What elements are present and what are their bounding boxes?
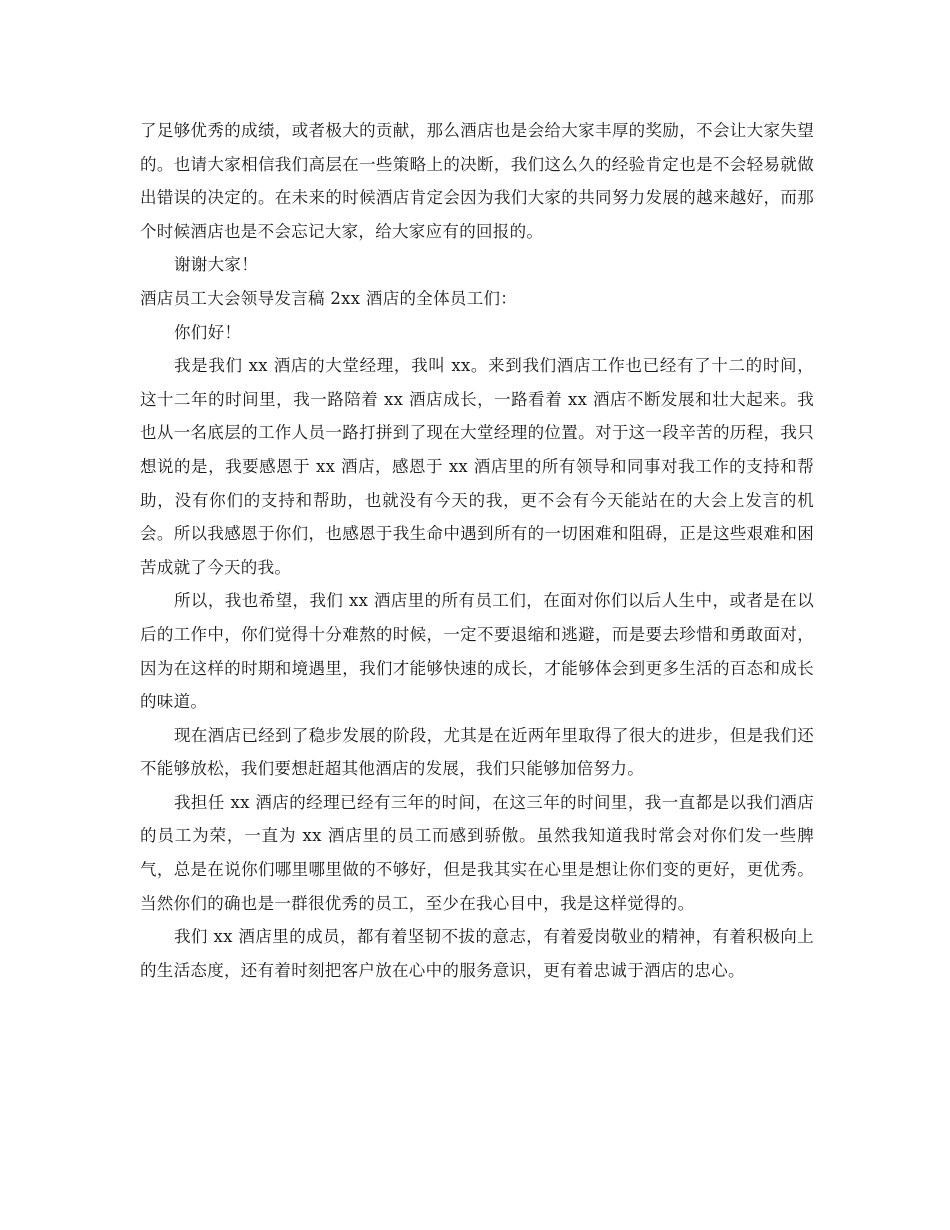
paragraph: 现在酒店已经到了稳步发展的阶段，尤其是在近两年里取得了很大的进步，但是我们还不能够放松，我们要想赶超其他酒店的发展，我们只能够加倍努力。 <box>140 725 814 779</box>
paragraph: 我是我们 xx 酒店的大堂经理，我叫 xx。来到我们酒店工作也已经有了十二的时间，这十二年的时间里，我一路陪着 xx 酒店成长，一路看着 xx 酒店不断发展和壮大起来。我也从一名底层的工作人员一路打拼到了现在大堂经理的位置。对于这一段辛苦的历程，我只想说的是，我要感恩于 xx 酒店，感恩于 xx 酒店里的所有领导和同事对我工作的支持和帮助，没有你们的支持和帮助，也就没有今天的我，更不会有今天能站在的大会上发言的机会。所以我感恩于你们，也感恩于我生命中遇到所有的一切困难和阻碍，正是这些艰难和困苦成就了今天的我。 <box>140 356 814 577</box>
paragraph: 所以，我也希望，我们 xx 酒店里的所有员工们，在面对你们以后人生中，或者是在以后的工作中，你们觉得十分难熬的时候，一定不要退缩和逃避，而是要去珍惜和勇敢面对，因为在这样的时期和境遇里，我们才能够快速的成长，才能够体会到更多生活的百态和成长的味道。 <box>140 591 814 712</box>
paragraph: 了足够优秀的成绩，或者极大的贡献，那么酒店也是会给大家丰厚的奖励，不会让大家失望的。也请大家相信我们高层在一些策略上的决断，我们这么久的经验肯定也是不会轻易就做出错误的决定的。在未来的时候酒店肯定会因为我们大家的共同努力发展的越来越好，而那个时候酒店也是不会忘记大家，给大家应有的回报的。 <box>140 121 814 241</box>
paragraph: 我担任 xx 酒店的经理已经有三年的时间，在这三年的时间里，我一直都是以我们酒店的员工为荣，一直为 xx 酒店里的员工而感到骄傲。虽然我知道我时常会对你们发一些脾气，总是在说你们哪里哪里做的不够好，但是我其实在心里是想让你们变的更好，更优秀。当然你们的确也是一群很优秀的员工，至少在我心目中，我是这样觉得的。 <box>140 792 814 913</box>
paragraph: 我们 xx 酒店里的成员，都有着坚韧不拔的意志，有着爱岗敬业的精神，有着积极向上的生活态度，还有着时刻把客户放在心中的服务意识，更有着忠诚于酒店的忠心。 <box>140 927 814 980</box>
document-body <box>140 114 814 987</box>
speech-heading: 酒店员工大会领导发言稿 2xx 酒店的全体员工们： <box>140 288 518 308</box>
paragraph-thanks: 谢谢大家！ <box>174 255 258 275</box>
greeting: 你们好！ <box>174 322 242 342</box>
